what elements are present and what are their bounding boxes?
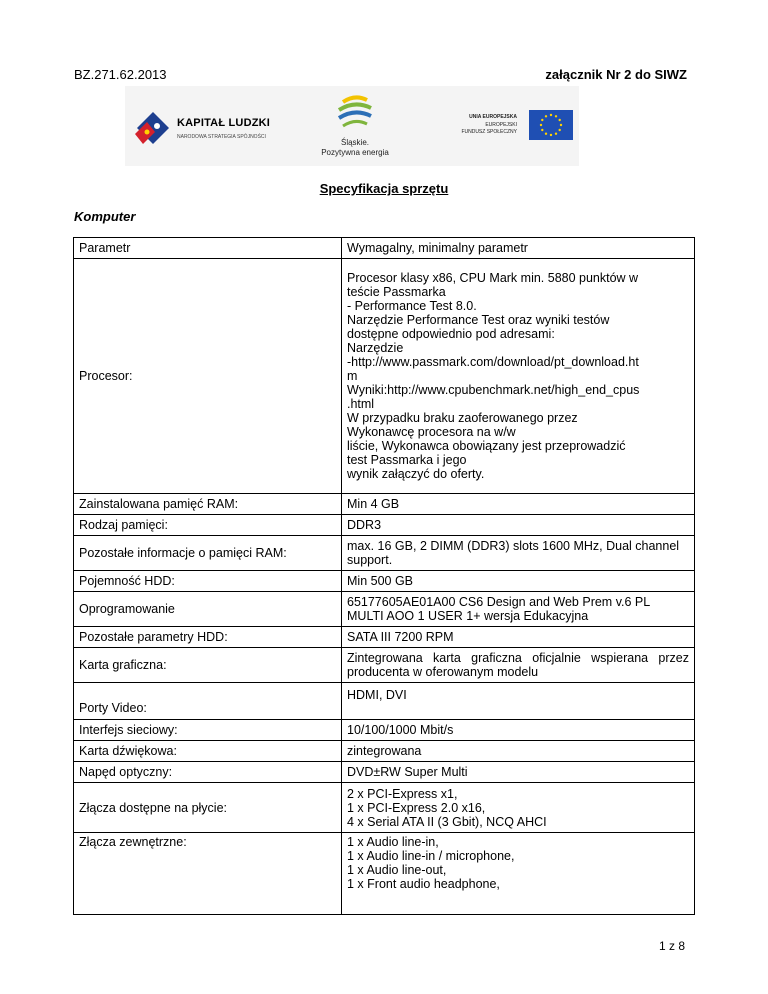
section-heading: Komputer (74, 209, 136, 224)
table-row (74, 571, 695, 592)
table-row (74, 592, 695, 627)
kapital-ludzki-emblem-icon (133, 98, 173, 154)
board-slots-param-cell: Złącza dostępne na płycie: (74, 783, 342, 833)
table-row (74, 259, 695, 494)
page-number: 1 z 8 (658, 939, 685, 953)
header-value-cell: Wymagalny, minimalny parametr (342, 238, 695, 259)
slot-line: 1 x PCI-Express 2.0 x16, (347, 800, 486, 815)
slaskie-tagline: Pozytywna energia (321, 148, 389, 157)
processor-line: Narzędzie Performance Test oraz wyniki testów (347, 313, 610, 327)
graphics-value-cell: Zintegrowana karta graficzna oficjalnie wspierana przez producenta w oferowanym modelu (342, 648, 695, 683)
table-row (74, 515, 695, 536)
memory-type-value-cell: DDR3 (342, 515, 695, 536)
network-value-cell: 10/100/1000 Mbit/s (342, 720, 695, 741)
document-title: Specyfikacja sprzętu (319, 181, 449, 196)
specification-table (73, 237, 695, 915)
processor-line: test Passmarka i jego (347, 453, 467, 467)
sound-card-value-cell: zintegrowana (342, 741, 695, 762)
processor-line: -http://www.passmark.com/download/pt_download.ht (347, 355, 639, 369)
external-ports-value-cell (342, 833, 695, 915)
hdd-other-value-cell: SATA III 7200 RPM (342, 627, 695, 648)
slaskie-logo (315, 92, 395, 162)
table-row (74, 683, 695, 720)
optical-drive-value-cell: DVD±RW Super Multi (342, 762, 695, 783)
external-port-line: 1 x Audio line-in / microphone, (347, 849, 515, 863)
eu-flag-icon (529, 110, 573, 140)
header-param-cell: Parametr (74, 238, 342, 259)
video-ports-value-cell: HDMI, DVI (342, 683, 695, 720)
hdd-other-param-cell: Pozostałe parametry HDD: (74, 627, 342, 648)
ram-info-value-cell: max. 16 GB, 2 DIMM (DDR3) slots 1600 MHz, Dual channel support. (342, 536, 695, 571)
software-param-cell: Oprogramowanie (74, 592, 342, 627)
processor-line: Narzędzie (347, 341, 404, 355)
memory-type-param-cell: Rodzaj pamięci: (74, 515, 342, 536)
processor-line: - Performance Test 8.0. (347, 299, 477, 313)
funding-logos-banner (125, 86, 579, 166)
board-slots-value-cell (342, 783, 695, 833)
slaskie-name: Śląskie. (340, 138, 369, 147)
kapital-ludzki-title: KAPITAŁ LUDZKI (177, 117, 271, 129)
processor-line: wynik załączyć do oferty. (347, 467, 485, 481)
slaskie-waves-icon (315, 92, 395, 136)
processor-line: Procesor klasy x86, CPU Mark min. 5880 punktów w (347, 271, 639, 285)
eu-title: UNIA EUROPEJSKA (469, 114, 517, 120)
external-port-line: 1 x Audio line-in, (347, 835, 439, 849)
processor-param-cell: Procesor: (74, 259, 342, 494)
hdd-capacity-value-cell: Min 500 GB (342, 571, 695, 592)
processor-value-cell (342, 259, 695, 494)
attachment-label: załącznik Nr 2 do SIWZ (545, 67, 687, 82)
external-port-line: 1 x Front audio headphone, (347, 877, 500, 891)
kapital-ludzki-logo (133, 98, 283, 154)
processor-line: liście, Wykonawca obowiązany jest przeprowadzić (347, 439, 626, 453)
video-ports-param-cell: Porty Video: (74, 683, 342, 720)
processor-line: teście Passmarka (347, 285, 446, 299)
table-row (74, 783, 695, 833)
network-param-cell: Interfejs sieciowy: (74, 720, 342, 741)
table-row (74, 536, 695, 571)
hdd-capacity-param-cell: Pojemność HDD: (74, 571, 342, 592)
processor-line: Wyniki:http://www.cpubenchmark.net/high_end_cpus (347, 383, 640, 397)
external-ports-param-cell: Złącza zewnętrzne: (74, 833, 342, 915)
table-header-row (74, 238, 695, 259)
processor-line: .html (347, 397, 375, 411)
table-row (74, 648, 695, 683)
processor-line: W przypadku braku zaoferowanego przez (347, 411, 578, 425)
eu-fund-line2: FUNDUSZ SPOŁECZNY (461, 129, 517, 135)
processor-line: Wykonawcę procesora na w/w (347, 425, 516, 439)
slot-line: 2 x PCI-Express x1, (347, 786, 458, 801)
slot-line: 4 x Serial ATA II (3 Gbit), NCQ AHCI (347, 814, 547, 829)
sound-card-param-cell: Karta dźwiękowa: (74, 741, 342, 762)
eu-logo (425, 104, 575, 152)
table-row (74, 627, 695, 648)
table-row (74, 762, 695, 783)
ram-param-cell: Zainstalowana pamięć RAM: (74, 494, 342, 515)
table-row (74, 720, 695, 741)
eu-fund-line1: EUROPEJSKI (485, 122, 517, 128)
graphics-param-cell: Karta graficzna: (74, 648, 342, 683)
document-reference: BZ.271.62.2013 (74, 67, 167, 82)
table-row (74, 833, 695, 915)
external-port-line: 1 x Audio line-out, (347, 863, 447, 877)
optical-drive-param-cell: Napęd optyczny: (74, 762, 342, 783)
kapital-ludzki-subtitle: NARODOWA STRATEGIA SPÓJNOŚCI (177, 134, 266, 140)
processor-line: dostępne odpowiednio pod adresami: (347, 327, 555, 341)
table-row (74, 494, 695, 515)
ram-value-cell: Min 4 GB (342, 494, 695, 515)
software-value-cell: 65177605AE01A00 CS6 Design and Web Prem v.6 PL MULTI AOO 1 USER 1+ wersja Edukacyjna (342, 592, 695, 627)
ram-info-param-cell: Pozostałe informacje o pamięci RAM: (74, 536, 342, 571)
table-row (74, 741, 695, 762)
processor-line: m (347, 369, 358, 383)
